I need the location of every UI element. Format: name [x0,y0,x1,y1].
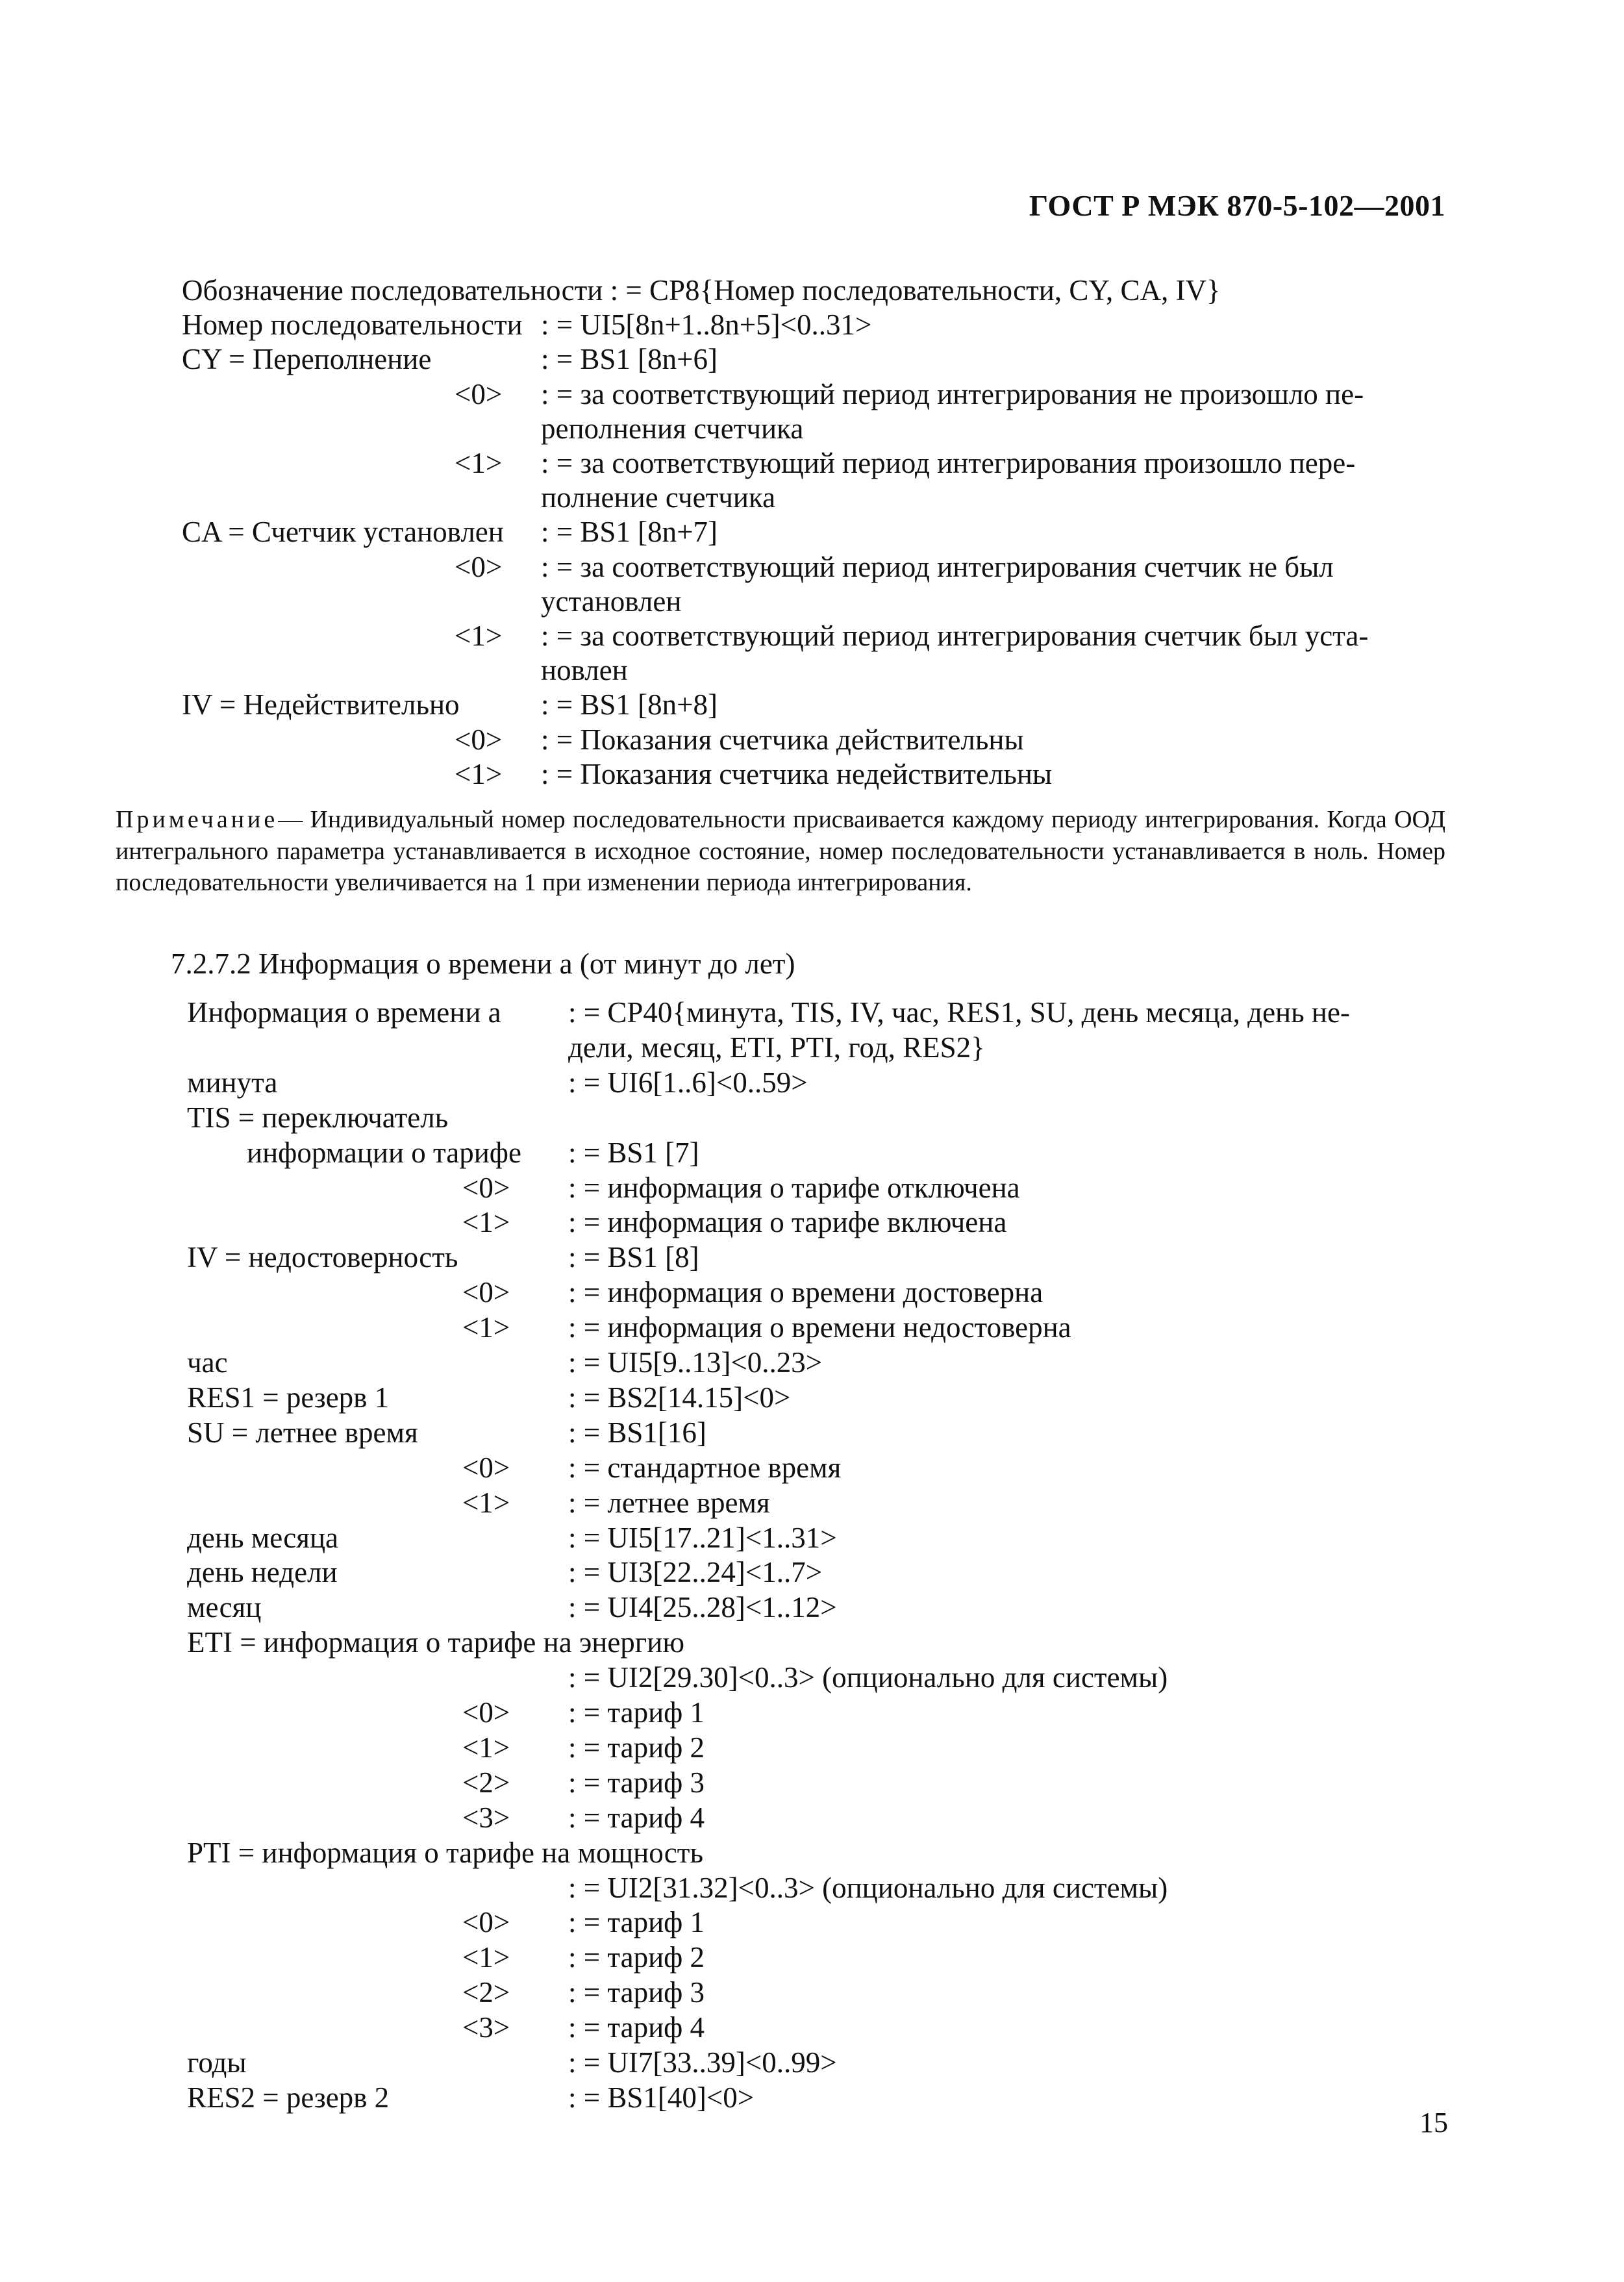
definition-term: IV = недостоверность [187,1241,458,1274]
definition-value: : = тариф 4 [568,2011,705,2044]
definition-value: : = тариф 4 [568,1801,705,1834]
definition-value: : = тариф 1 [568,1906,705,1939]
definition-value: : = за соответствующий период интегрирования счетчик был уста- [541,620,1369,652]
definition-code: <1> [462,1941,510,1974]
definition-code: <1> [462,1731,510,1764]
definition-value: : = информация о времени достоверна [568,1276,1043,1309]
definition-term: час [187,1346,228,1379]
definition-value: : = BS1[40]<0> [568,2081,755,2114]
note-paragraph [116,804,1445,899]
definition-value: : = UI3[22..24]<1..7> [568,1556,823,1589]
definition-value: новлен [541,654,628,687]
definition-value: : = стандартное время [568,1451,842,1484]
definition-code: <1> [462,1486,510,1519]
definition-value: : = UI5[17..21]<1..31> [568,1521,837,1554]
definition-value: : = UI5[8n+1..8n+5]<0..31> [541,308,872,342]
definition-value: : = BS1 [8n+6] [541,343,718,376]
definition-value: дели, месяц, ETI, PTI, год, RES2} [568,1031,985,1064]
definition-value: : = информация о тарифе отключена [568,1171,1020,1204]
definition-code: <1> [455,757,503,790]
definition-code: <1> [462,1206,510,1239]
definition-value: : = тариф 3 [568,1766,705,1799]
definition-term: месяц [187,1591,262,1624]
definition-code: <2> [462,1976,510,2009]
definition-term: информации о тарифе [247,1136,521,1169]
definition-code: <0> [462,1696,510,1729]
definition-value: : = тариф 2 [568,1731,705,1764]
definition-code: <3> [462,2011,510,2044]
definition-value: полнение счетчика [541,481,776,514]
definition-value: : = BS1 [8n+7] [541,516,718,549]
definition-value: : = информация о тарифе включена [568,1206,1007,1239]
definition-term: годы [187,2046,247,2079]
definition-term: день месяца [187,1521,339,1554]
definition-value: реполнения счетчика [541,412,804,445]
definition-code: <2> [462,1766,510,1799]
definition-value: : = BS1 [8n+8] [541,688,718,721]
definition-value: установлен [541,584,682,618]
definition-code: <1> [455,620,503,652]
definition-value: : = CP40{минута, TIS, IV, час, RES1, SU, день месяца, день не- [568,996,1350,1029]
definition-value: : = UI2[29.30]<0..3> (опционально для системы) [568,1661,1168,1694]
document-header: ГОСТ Р МЭК 870-5-102—2001 [1029,189,1445,222]
definition-code: <1> [462,1311,510,1344]
definition-value: : = за соответствующий период интегрирования не произошло пе- [541,377,1364,410]
definition-value: : = BS1 [7] [568,1136,699,1169]
note-label: Примечание [116,806,279,833]
definition-code: <0> [455,723,503,756]
note-text: — Индивидуальный номер последовательности присваивается каждому периоду интегрирования. Когда ООД интегрального параметра устанавливается в исходное состояние, номер последовательности устанавливается в ноль. Номер последовательности увеличивается на 1 при изменении периода интегрирования. [116,806,1445,896]
definition-term: Информация о времени a [187,996,501,1029]
definition-code: <0> [462,1276,510,1309]
definition-term: день недели [187,1556,338,1589]
definition-value: : = BS1[16] [568,1416,706,1449]
definition-term: CA = Счетчик установлен [182,516,504,549]
definition-value: : = UI7[33..39]<0..99> [568,2046,837,2079]
definition-value: : = UI5[9..13]<0..23> [568,1346,823,1379]
definition-code: <0> [455,377,503,410]
definition-value: : = тариф 1 [568,1696,705,1729]
definition-code: <0> [462,1906,510,1939]
definition-term: TIS = переключатель [187,1101,449,1134]
definition-term: ETI = информация о тарифе на энергию [187,1626,684,1659]
definition-value: : = тариф 2 [568,1941,705,1974]
definition-value: : = тариф 3 [568,1976,705,2009]
definition-term: минута [187,1066,278,1099]
definition-code: <0> [462,1171,510,1204]
definition-value: : = UI4[25..28]<1..12> [568,1591,837,1624]
definition-value: : = Показания счетчика недействительны [541,757,1053,790]
definition-term: Обозначение последовательности : = CP8{Номер последовательности, CY, CA, IV} [182,274,1221,307]
definition-code: <0> [462,1451,510,1484]
definition-code: <1> [455,447,503,479]
definition-code: <0> [455,550,503,583]
page-number: 15 [1419,2107,1448,2138]
definition-value: : = UI2[31.32]<0..3> (опционально для системы) [568,1871,1168,1904]
definition-term: CY = Переполнение [182,343,432,376]
definition-term: RES2 = резерв 2 [187,2081,390,2114]
definition-value: : = информация о времени недостоверна [568,1311,1071,1344]
definition-value: : = BS2[14.15]<0> [568,1381,791,1414]
definition-term: Номер последовательности [182,308,523,342]
definition-value: : = за соответствующий период интегрирования счетчик не был [541,550,1334,583]
section-heading: 7.2.7.2 Информация о времени a (от минут до лет) [171,947,795,980]
definition-value: : = Показания счетчика действительны [541,723,1024,756]
definition-value: : = BS1 [8] [568,1241,699,1274]
definition-term: RES1 = резерв 1 [187,1381,390,1414]
definition-value: : = UI6[1..6]<0..59> [568,1066,808,1099]
definition-term: PTI = информация о тарифе на мощность [187,1836,703,1869]
definition-term: SU = летнее время [187,1416,418,1449]
definition-value: : = летнее время [568,1486,770,1519]
definition-code: <3> [462,1801,510,1834]
definition-term: IV = Недействительно [182,688,460,721]
definition-value: : = за соответствующий период интегрирования произошло пере- [541,447,1356,479]
